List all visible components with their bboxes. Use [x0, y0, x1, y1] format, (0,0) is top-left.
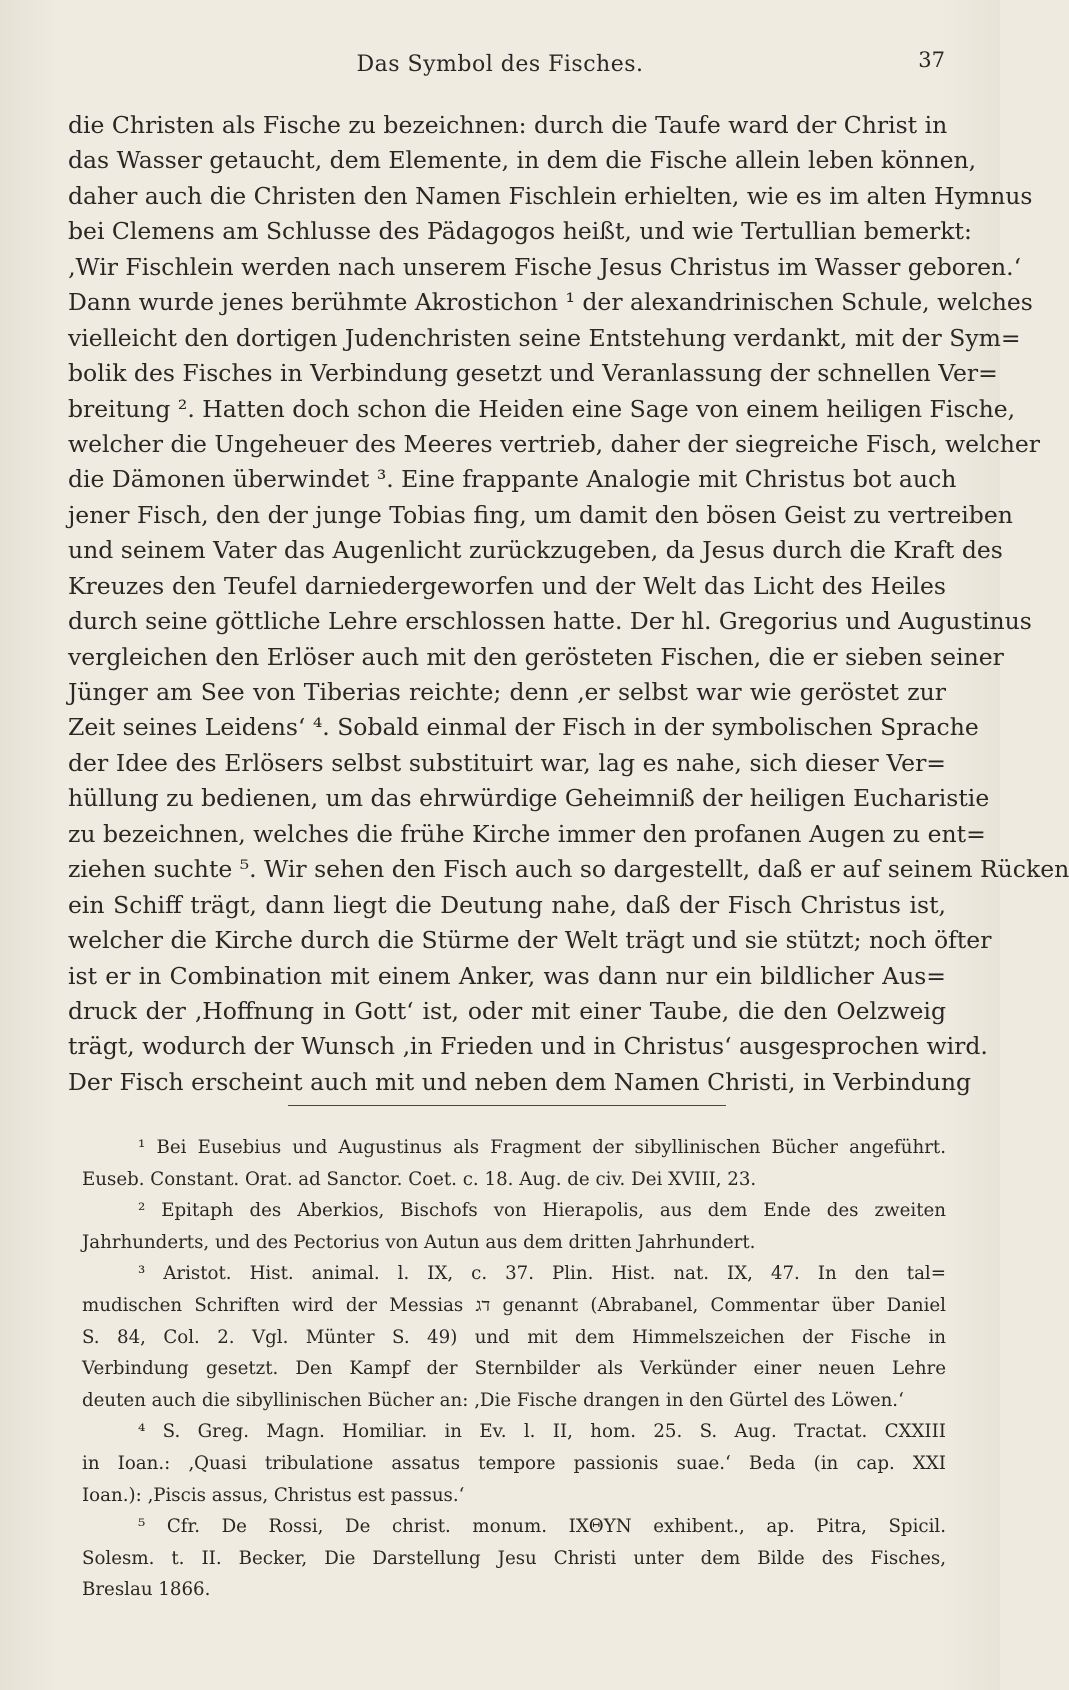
footnote-line: ³ Aristot. Hist. animal. l. IX, c. 37. Plin. Hist. nat. IX, 47. In den tal=	[138, 1263, 946, 1285]
body-text-line: die Christen als Fische zu bezeichnen: durch die Taufe ward der Christ in	[68, 111, 948, 139]
body-text-line: Dann wurde jenes berühmte Akrostichon ¹ der alexandrinischen Schule, welches	[68, 288, 1033, 317]
body-text-line: ‚Wir Fischlein werden nach unserem Fische Jesus Christus im Wasser geboren.‘	[68, 252, 1022, 281]
body-text-line: Kreuzes den Teufel darniedergeworfen und der Welt das Licht des Heiles	[68, 571, 946, 600]
footnote-line: S. 84, Col. 2. Vgl. Münter S. 49) und mit dem Himmelszeichen der Fische in	[82, 1326, 946, 1348]
footnote-line: deuten auch die sibyllinischen Bücher an: ‚Die Fische drangen in den Gürtel des Löwen.‘	[82, 1389, 904, 1411]
footnote-line: Verbindung gesetzt. Den Kampf der Sternbilder als Verkünder einer neuen Lehre	[82, 1358, 946, 1380]
footnote-line: Breslau 1866.	[82, 1579, 211, 1601]
body-text-line: ist er in Combination mit einem Anker, was dann nur ein bildlicher Aus=	[68, 961, 946, 990]
body-text-line: breitung ². Hatten doch schon die Heiden eine Sage von einem heiligen Fische,	[68, 394, 1016, 423]
footnote-line: ⁵ Cfr. De Rossi, De christ. monum. IXΘYN exhibent., ap. Pitra, Spicil.	[138, 1516, 946, 1538]
body-text-line: hüllung zu bedienen, um das ehrwürdige Geheimniß der heiligen Eucharistie	[68, 784, 990, 813]
footnote-separator-rule	[288, 1105, 726, 1106]
body-text-line: vielleicht den dortigen Judenchristen seine Entstehung verdankt, mit der Sym=	[68, 323, 1021, 352]
footnotes-block	[82, 1132, 946, 1606]
footnote-line: mudischen Schriften wird der Messias דג genannt (Abrabanel, Commentar über Daniel	[82, 1294, 947, 1316]
body-text-line: Der Fisch erscheint auch mit und neben dem Namen Christi, in Verbindung	[68, 1067, 972, 1096]
body-text-line: trägt, wodurch der Wunsch ‚in Frieden und in Christus‘ ausgesprochen wird.	[68, 1032, 988, 1061]
body-text-line: jener Fisch, den der junge Tobias fing, um damit den bösen Geist zu vertreiben	[68, 500, 1013, 529]
body-text-line: und seinem Vater das Augenlicht zurückzugeben, da Jesus durch die Kraft des	[68, 536, 1003, 565]
footnote-line: in Ioan.: ‚Quasi tribulatione assatus tempore passionis suae.‘ Beda (in cap. XXI	[82, 1452, 946, 1474]
page-number: 37	[918, 48, 945, 72]
body-text-line: der Idee des Erlösers selbst substituirt war, lag es nahe, sich dieser Ver=	[68, 748, 946, 777]
body-text-line: vergleichen den Erlöser auch mit den gerösteten Fischen, die er sieben seiner	[68, 642, 1004, 671]
body-text-line: Zeit seines Leidens‘ ⁴. Sobald einmal der Fisch in der symbolischen Sprache	[68, 713, 979, 742]
footnote-line: Jahrhunderts, und des Pectorius von Autun aus dem dritten Jahrhundert.	[82, 1231, 756, 1253]
main-text-block	[68, 108, 1069, 1100]
body-text-line: welcher die Ungeheuer des Meeres vertrieb, daher der siegreiche Fisch, welcher	[68, 429, 1040, 458]
footnote-line: ² Epitaph des Aberkios, Bischofs von Hierapolis, aus dem Ende des zweiten	[138, 1200, 946, 1222]
footnote-line: Ioan.): ‚Piscis assus, Christus est passus.‘	[82, 1484, 465, 1506]
running-title: Das Symbol des Fisches.	[356, 52, 644, 77]
body-text-line: druck der ‚Hoffnung in Gott‘ ist, oder mit einer Taube, die den Oelzweig	[68, 996, 946, 1025]
body-text-line: das Wasser getaucht, dem Elemente, in dem die Fische allein leben können,	[68, 146, 977, 175]
body-text-line: durch seine göttliche Lehre erschlossen hatte. Der hl. Gregorius und Augustinus	[68, 607, 1032, 636]
body-text-line: ziehen suchte ⁵. Wir sehen den Fisch auch so dargestellt, daß er auf seinem Rücken	[68, 855, 1069, 884]
body-text-line: bei Clemens am Schlusse des Pädagogos heißt, und wie Tertullian bemerkt:	[68, 217, 972, 246]
footnote-line: ⁴ S. Greg. Magn. Homiliar. in Ev. l. II, hom. 25. S. Aug. Tractat. CXXIII	[138, 1421, 946, 1443]
body-text-line: die Dämonen überwindet ³. Eine frappante Analogie mit Christus bot auch	[68, 465, 957, 494]
body-text-line: Jünger am See von Tiberias reichte; denn ‚er selbst war wie geröstet zur	[68, 678, 946, 706]
body-text-line: welcher die Kirche durch die Stürme der Welt trägt und sie stützt; noch öfter	[68, 926, 992, 955]
body-text-line: daher auch die Christen den Namen Fischlein erhielten, wie es im alten Hymnus	[68, 181, 1033, 210]
footnote-line: Euseb. Constant. Orat. ad Sanctor. Coet. c. 18. Aug. de civ. Dei XVIII, 23.	[82, 1168, 757, 1190]
body-text-line: ein Schiff trägt, dann liegt die Deutung nahe, daß der Fisch Christus ist,	[68, 890, 946, 919]
body-text-line: bolik des Fisches in Verbindung gesetzt und Veranlassung der schnellen Ver=	[68, 359, 998, 388]
page-header	[0, 48, 1000, 92]
footnote-line: Solesm. t. II. Becker, Die Darstellung Jesu Christi unter dem Bilde des Fisches,	[82, 1547, 946, 1569]
body-text-line: zu bezeichnen, welches die frühe Kirche immer den profanen Augen zu ent=	[68, 819, 986, 848]
footnote-line: ¹ Bei Eusebius und Augustinus als Fragment der sibyllinischen Bücher angeführt.	[138, 1137, 946, 1158]
